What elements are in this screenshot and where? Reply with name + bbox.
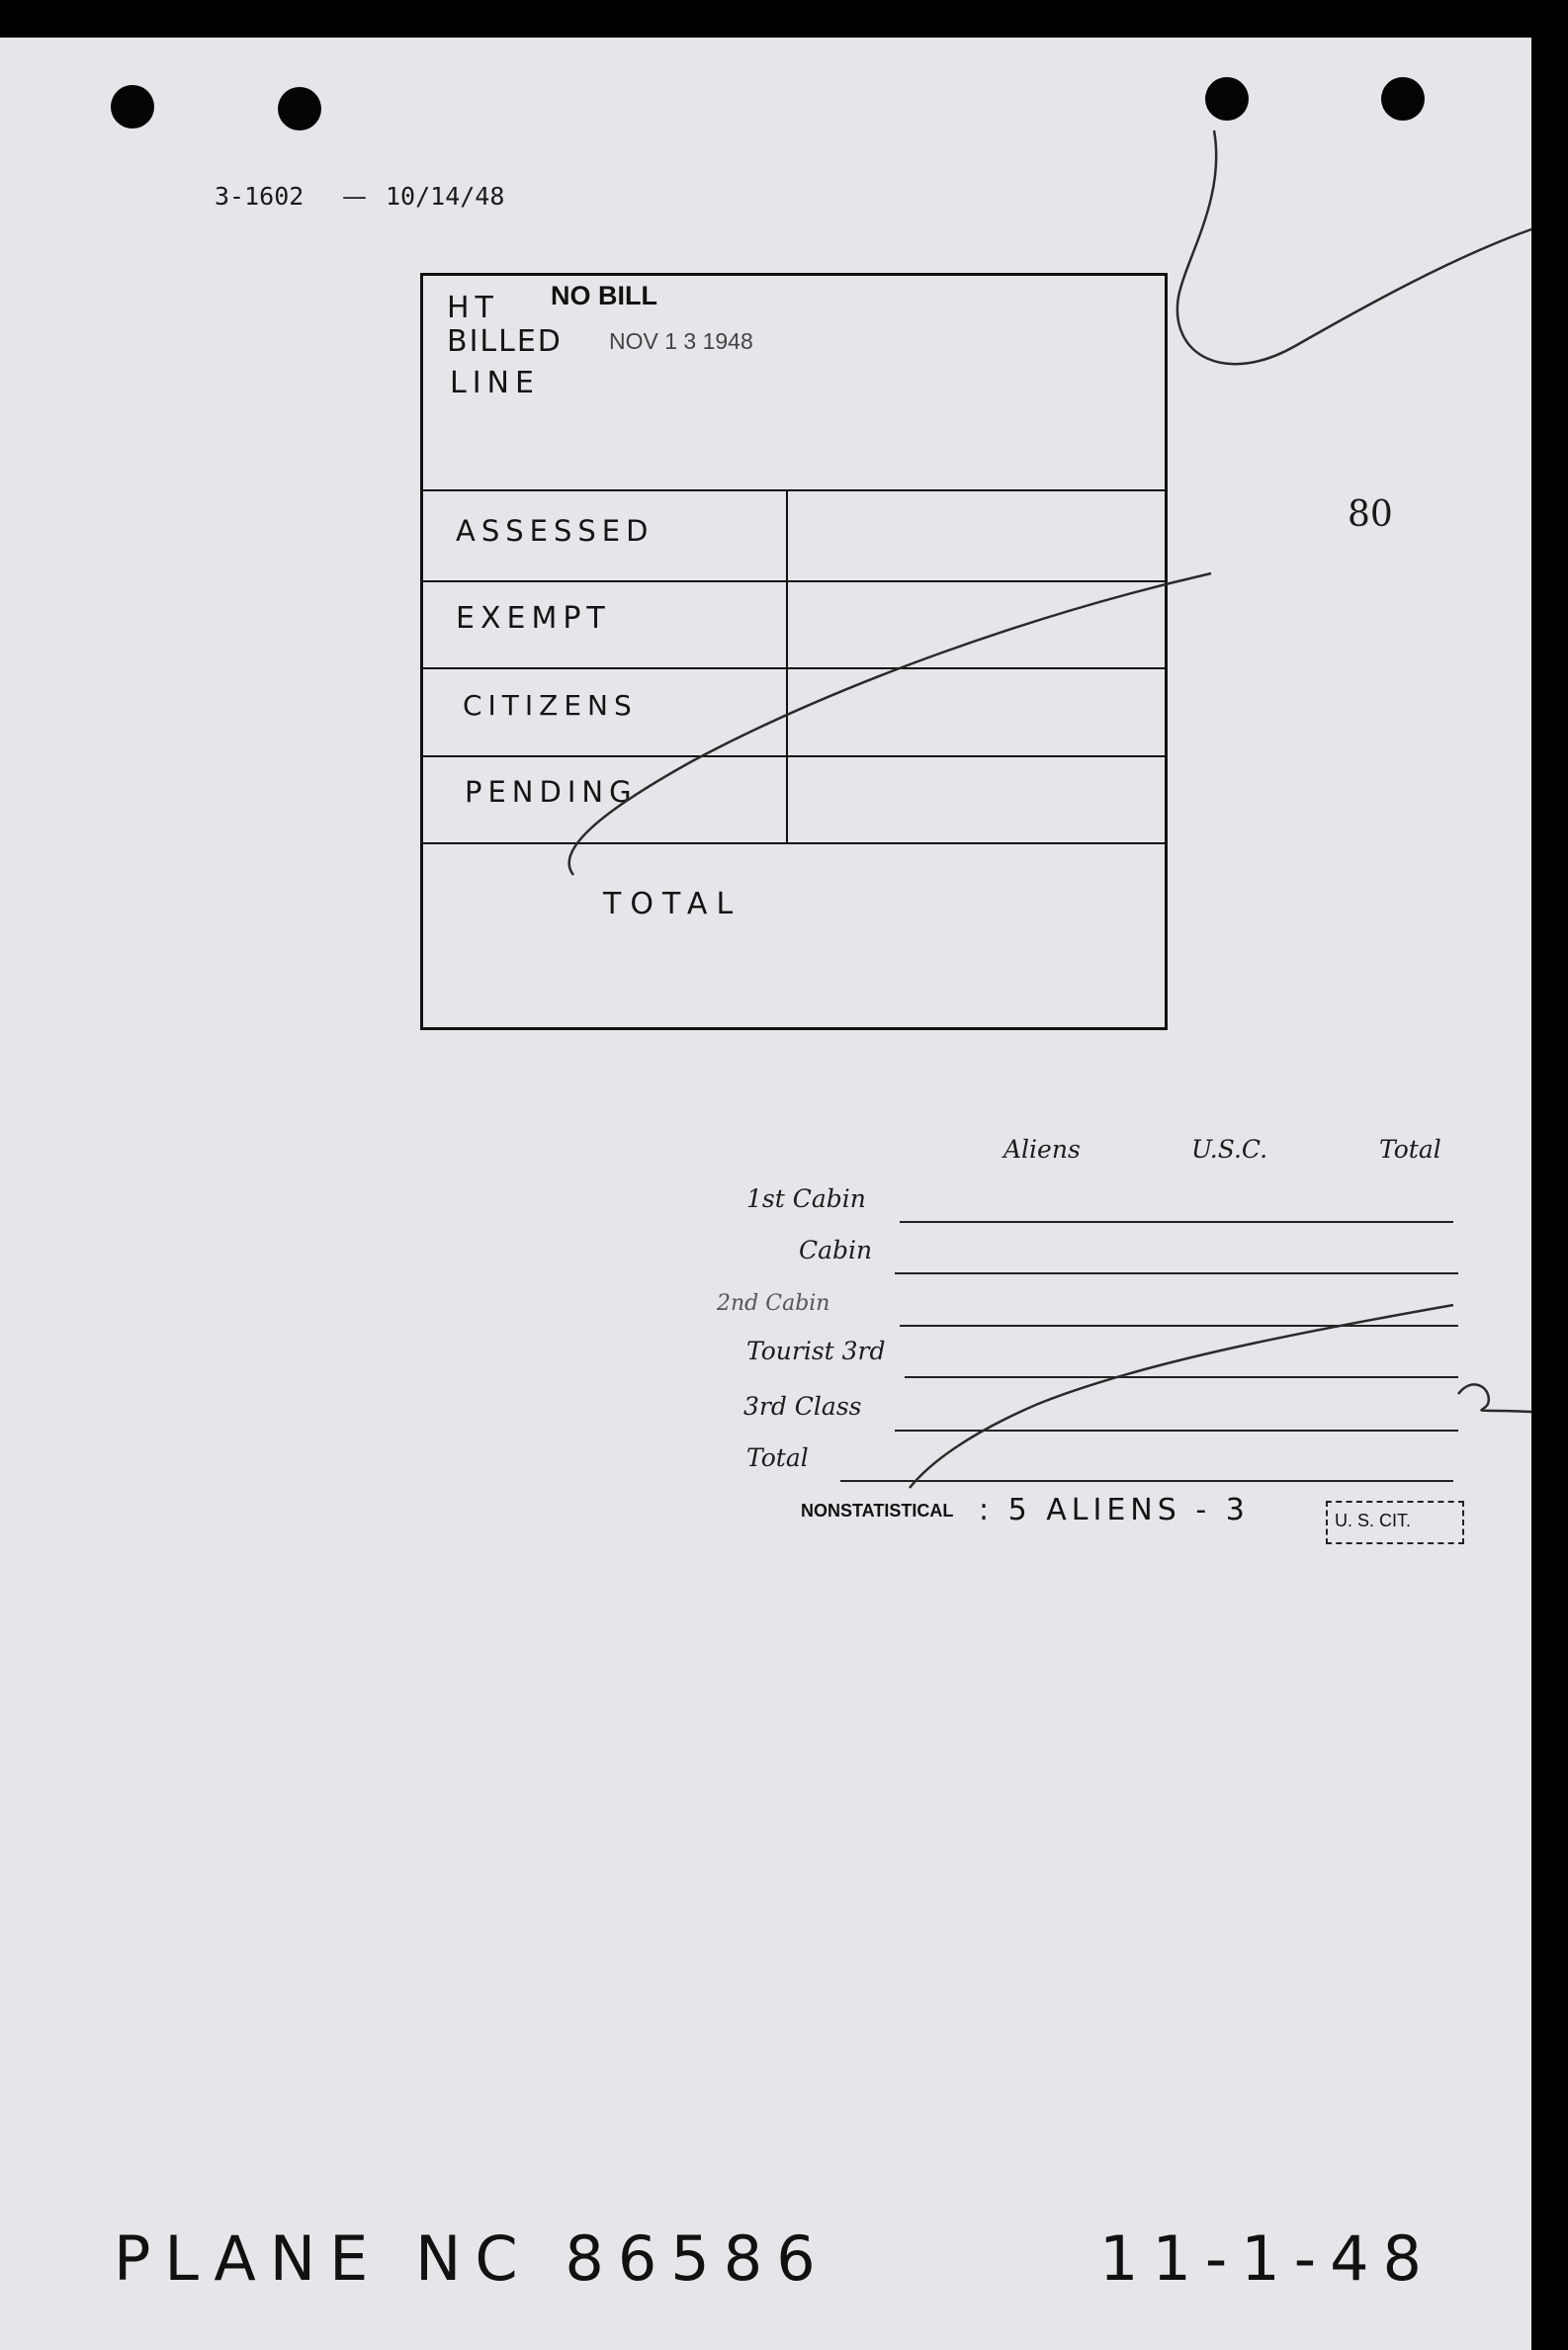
manifest-rule xyxy=(905,1376,1458,1378)
us-citizen-stamp: U. S. CIT. xyxy=(1335,1511,1412,1530)
file-date: 10/14/48 xyxy=(386,182,505,211)
form-divider xyxy=(423,755,1165,757)
manifest-rule xyxy=(895,1272,1458,1274)
manifest-row-total: Total xyxy=(746,1443,809,1472)
form-divider xyxy=(423,842,1165,844)
billed-date-stamp: NOV 1 3 1948 xyxy=(609,328,753,354)
manifest-rule xyxy=(900,1221,1453,1223)
form-title-billed: BILLED xyxy=(447,324,563,359)
file-reference: 3-1602 xyxy=(215,182,305,211)
footer-date: 11-1-48 xyxy=(1099,2222,1436,2295)
row-label-citizens: CITIZENS xyxy=(463,689,638,722)
manifest-rule xyxy=(900,1325,1458,1327)
punch-hole-1 xyxy=(111,85,154,129)
header-dash: — xyxy=(342,182,367,211)
form-divider xyxy=(423,489,1165,491)
manifest-row-tourist-third: Tourist 3rd xyxy=(746,1337,886,1365)
row-label-assessed: ASSESSED xyxy=(456,514,654,548)
plane-number: PLANE NC 86586 xyxy=(114,2222,829,2295)
page-number: 80 xyxy=(1348,494,1393,535)
manifest-rule xyxy=(840,1480,1453,1482)
row-label-exempt: EXEMPT xyxy=(456,601,611,636)
form-title-line: LINE xyxy=(450,366,540,400)
form-divider xyxy=(423,667,1165,669)
manifest-rule xyxy=(895,1430,1458,1432)
no-bill-stamp: NO BILL xyxy=(551,281,657,310)
manifest-row-cabin: Cabin xyxy=(799,1236,873,1264)
form-title-ht: HT xyxy=(447,291,499,325)
form-divider xyxy=(423,580,1165,582)
manifest-row-third-class: 3rd Class xyxy=(743,1392,862,1421)
form-column-divider xyxy=(786,491,788,842)
aliens-count-note: : 5 ALIENS - 3 xyxy=(979,1493,1250,1527)
column-header-aliens: Aliens xyxy=(1003,1135,1081,1164)
column-header-usc: U.S.C. xyxy=(1191,1135,1268,1164)
punch-hole-2 xyxy=(278,87,321,131)
punch-hole-4 xyxy=(1381,77,1425,121)
manifest-row-first-cabin: 1st Cabin xyxy=(746,1184,866,1213)
column-header-total: Total xyxy=(1379,1135,1441,1164)
row-label-pending: PENDING xyxy=(465,775,638,809)
nonstatistical-stamp: NONSTATISTICAL xyxy=(801,1501,954,1521)
punch-hole-3 xyxy=(1205,77,1249,121)
total-label: TOTAL xyxy=(603,887,742,921)
manifest-row-second-cabin: 2nd Cabin xyxy=(717,1291,830,1316)
